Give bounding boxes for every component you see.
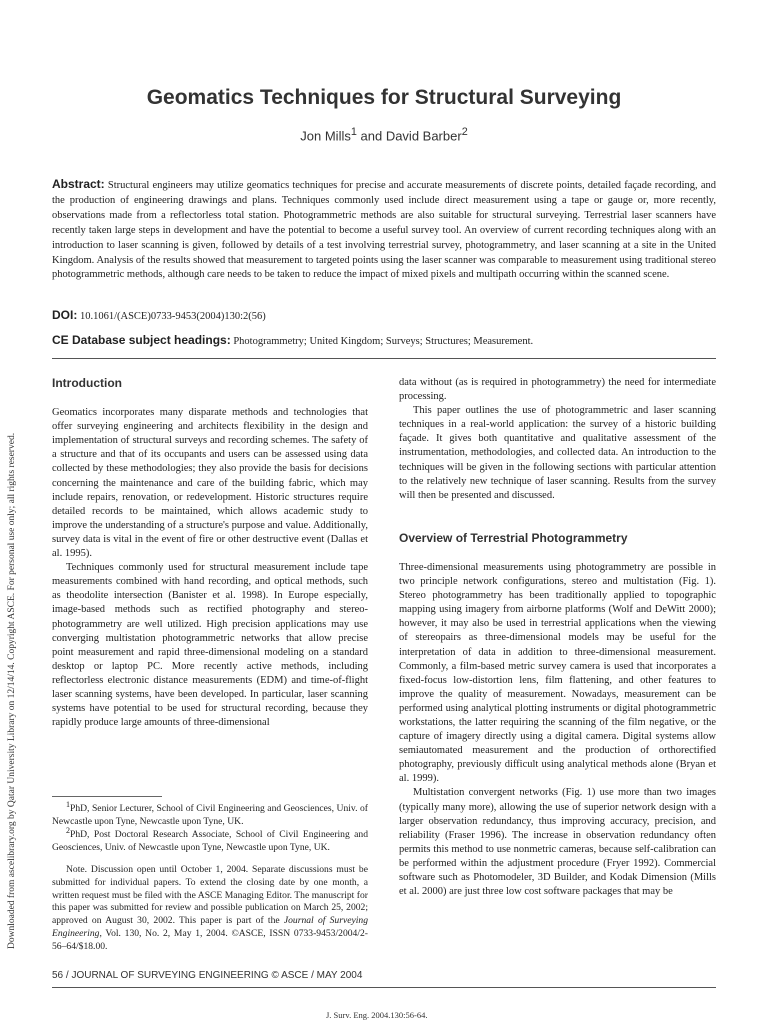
right-column bbox=[399, 376, 716, 899]
journal-name: Journal of Surveying Engineering bbox=[52, 915, 368, 939]
right-paragraph-1: This paper outlines the use of photogrammetric and laser scanning techniques in a real-world application: the survey of a historic building façade. It gives both quantitative and qualitative assessment of the instrumentation, methodologies, and collected data. An introduction to the techniques will be given in the following sections with particular attention to the relatively new technique of laser scanning. Results from the survey will then be presented and discussed. bbox=[399, 405, 716, 501]
discussion-note-text: Note. Discussion open until October 1, 2004. Separate discussions must be submitted for individual papers. To extend the closing date by one month, a written request must be filed with the ASCE Managing Editor. The manuscript for this paper was submitted for review and possible publication on March 25, 2002; approved on August 30, 2002. This paper is part of the bbox=[52, 864, 368, 927]
header-divider bbox=[52, 358, 716, 359]
abstract bbox=[52, 177, 716, 283]
author-2-affiliation-mark: 2 bbox=[461, 126, 468, 138]
author-line bbox=[52, 126, 716, 143]
right-paragraph-0: data without (as is required in photogrammetry) the need for intermediate processing. bbox=[399, 377, 716, 403]
intro-paragraph-2: Techniques commonly used for structural measurement include tape measurements combined with hand recording, and optical methods, such as theodolite intersection (Banister et al. 1998). In Europe especially, image-based methods such as rectified photography and stereo-photogrammetry are well utilized. High precision applications may use converging multistation photogrammetric networks that allow precise point measurement and rapid three-dimensional modeling on a standard desktop or laptop PC. More recently active methods, including reflectorless electronic distance measurements (EDM) and time-of-flight laser scanning systems, have been developed. In particular, laser scanning systems have potential to be used for structural recording, because they rapidly produce large amounts of three-dimensional bbox=[52, 562, 368, 729]
author-1: Jon Mills bbox=[300, 128, 351, 144]
discussion-note-issn: , Vol. 130, No. 2, May 1, 2004. ©ASCE, ISSN 0733-9453/2004/2-56–64/$18.00. bbox=[52, 927, 368, 952]
footnote-divider bbox=[52, 796, 162, 797]
page-footer: 56 / JOURNAL OF SURVEYING ENGINEERING © ASCE / MAY 2004 bbox=[52, 970, 363, 981]
footnote-2-mark: 2 bbox=[66, 826, 70, 835]
citation-line: J. Surv. Eng. 2004.130:56-64. bbox=[326, 1010, 428, 1020]
abstract-label: Abstract: bbox=[52, 177, 105, 191]
author-conjunction: and bbox=[356, 128, 386, 144]
subject-headings bbox=[52, 333, 716, 347]
footnote-2 bbox=[52, 825, 368, 855]
footer-divider bbox=[52, 987, 716, 988]
author-1-affiliation-mark: 1 bbox=[350, 126, 357, 138]
footnote-2-text: PhD, Post Doctoral Research Associate, School of Civil Engineering and Geosciences, Univ. of Newcastle upon Tyne, Newcastle upon Tyne, UK. bbox=[52, 829, 368, 853]
abstract-text: Structural engineers may utilize geomatics techniques for precise and accurate measurements of discrete points, detailed façade recording, and the production of engineering drawings and plans. Techniques commonly used include direct measurement using a tape or gauge or, more recently, observations made from a reflectorless total station. Photogrammetric methods are also suitable for structural surveying. Terrestrial laser scanners have recently taken large steps in development and have the potential to become a useful survey tool. An overview of current recording techniques along with an introduction to laser scanning is given, followed by details of a test involving terrestrial survey, photogrammetry, and laser scanning at a site in the United Kingdom. Analysis of the results showed that measurement to targeted points using the laser scanner was comparable to measurement using traditional stereo photogrammetric methods, although care needs to be taken to reduce the impact of mixed pixels and multipath occurring within the scanned scene. bbox=[52, 180, 717, 281]
footnote-1-text: PhD, Senior Lecturer, School of Civil Engineering and Geosciences, Univ. of Newcastle upon Tyne, Newcastle upon Tyne, UK. bbox=[52, 803, 368, 827]
section-heading-photogrammetry: Overview of Terrestrial Photogrammetry bbox=[399, 530, 628, 545]
author-2: David Barber bbox=[385, 128, 462, 144]
doi-line bbox=[52, 308, 716, 322]
download-notice: Downloaded from ascelibrary.org by Qatar University Library on 12/14/14. Copyright ASCE. For personal use only; all rights reserved. bbox=[7, 432, 17, 949]
section-heading-introduction: Introduction bbox=[52, 376, 122, 390]
intro-paragraph-1: Geomatics incorporates many disparate methods and technologies that offer surveying engineering and architects flexibility in the design and implementation of structural surveys and recording schemes. The safety of a structure and that of its occupants and users can be assessed using data collected by these methodologies; they also provide the basis for decisions concerning the maintenance and care of the building fabric, which may include repairs, renovation, or redevelopment. Historic structures require detailed records to be maintained, which allows academic study to improve the understanding of a structure's purpose and value. Additionally, survey data is vital in the event of fire or other destructive event (Dallas et al. 1995). bbox=[52, 407, 368, 560]
left-column bbox=[52, 376, 368, 730]
paper-title: Geomatics Techniques for Structural Surveying bbox=[146, 86, 622, 109]
subject-headings-label: CE Database subject headings: bbox=[52, 333, 231, 347]
photogrammetry-paragraph-1: Three-dimensional measurements using photogrammetry are possible in two principle network configurations, stereo and multistation (Fig. 1). Stereo photogrammetry has been traditionally applied to topographic mapping using imagery from airborne platforms (Wolf and DeWitt 2000); however, it may also be used in terrestrial applications when the viewing of stereopairs as three-dimensional models may be useful for the interpretation of data in addition to three-dimensional measurement. Commonly, a film-based metric survey camera is used that incorporates a fixed-focus low-distortion lens, film flattening, and other features to improve the quality of measurement. Nowadays, measurement can be performed using analytical plotting instruments or digital photogrammetric workstations, the latter requiring the scanning of the film negative, or the capture of imagery directly using a digital camera. Digital systems allow semiautomated measurement and the production of orthorectified photography, previously difficult using analytical methods alone (Bryan et al. 1999). bbox=[399, 561, 716, 785]
doi-value: 10.1061/(ASCE)0733-9453(2004)130:2(56) bbox=[79, 311, 266, 322]
discussion-note bbox=[52, 864, 368, 954]
footnote-1-mark: 1 bbox=[66, 800, 70, 809]
photogrammetry-paragraph-2: Multistation convergent networks (Fig. 1) use more than two images (typically many more), allowing the use of superior network design with a larger observation redundancy, thus improving accuracy, precision, and reliability (Fraser 1996). The increase in observation redundancy often permits this method to use nonmetric cameras, because self-calibration can be performed within the adjustment procedure (Fryer 1992). Commercial software such as Photomodeler, 3D Builder, and Kodak Dimension (Mills et al. 2000) are just three low cost software packages that may be bbox=[399, 787, 716, 898]
subject-headings-value: Photogrammetry; United Kingdom; Surveys; Structures; Measurement. bbox=[233, 336, 534, 347]
doi-label: DOI: bbox=[52, 308, 78, 322]
